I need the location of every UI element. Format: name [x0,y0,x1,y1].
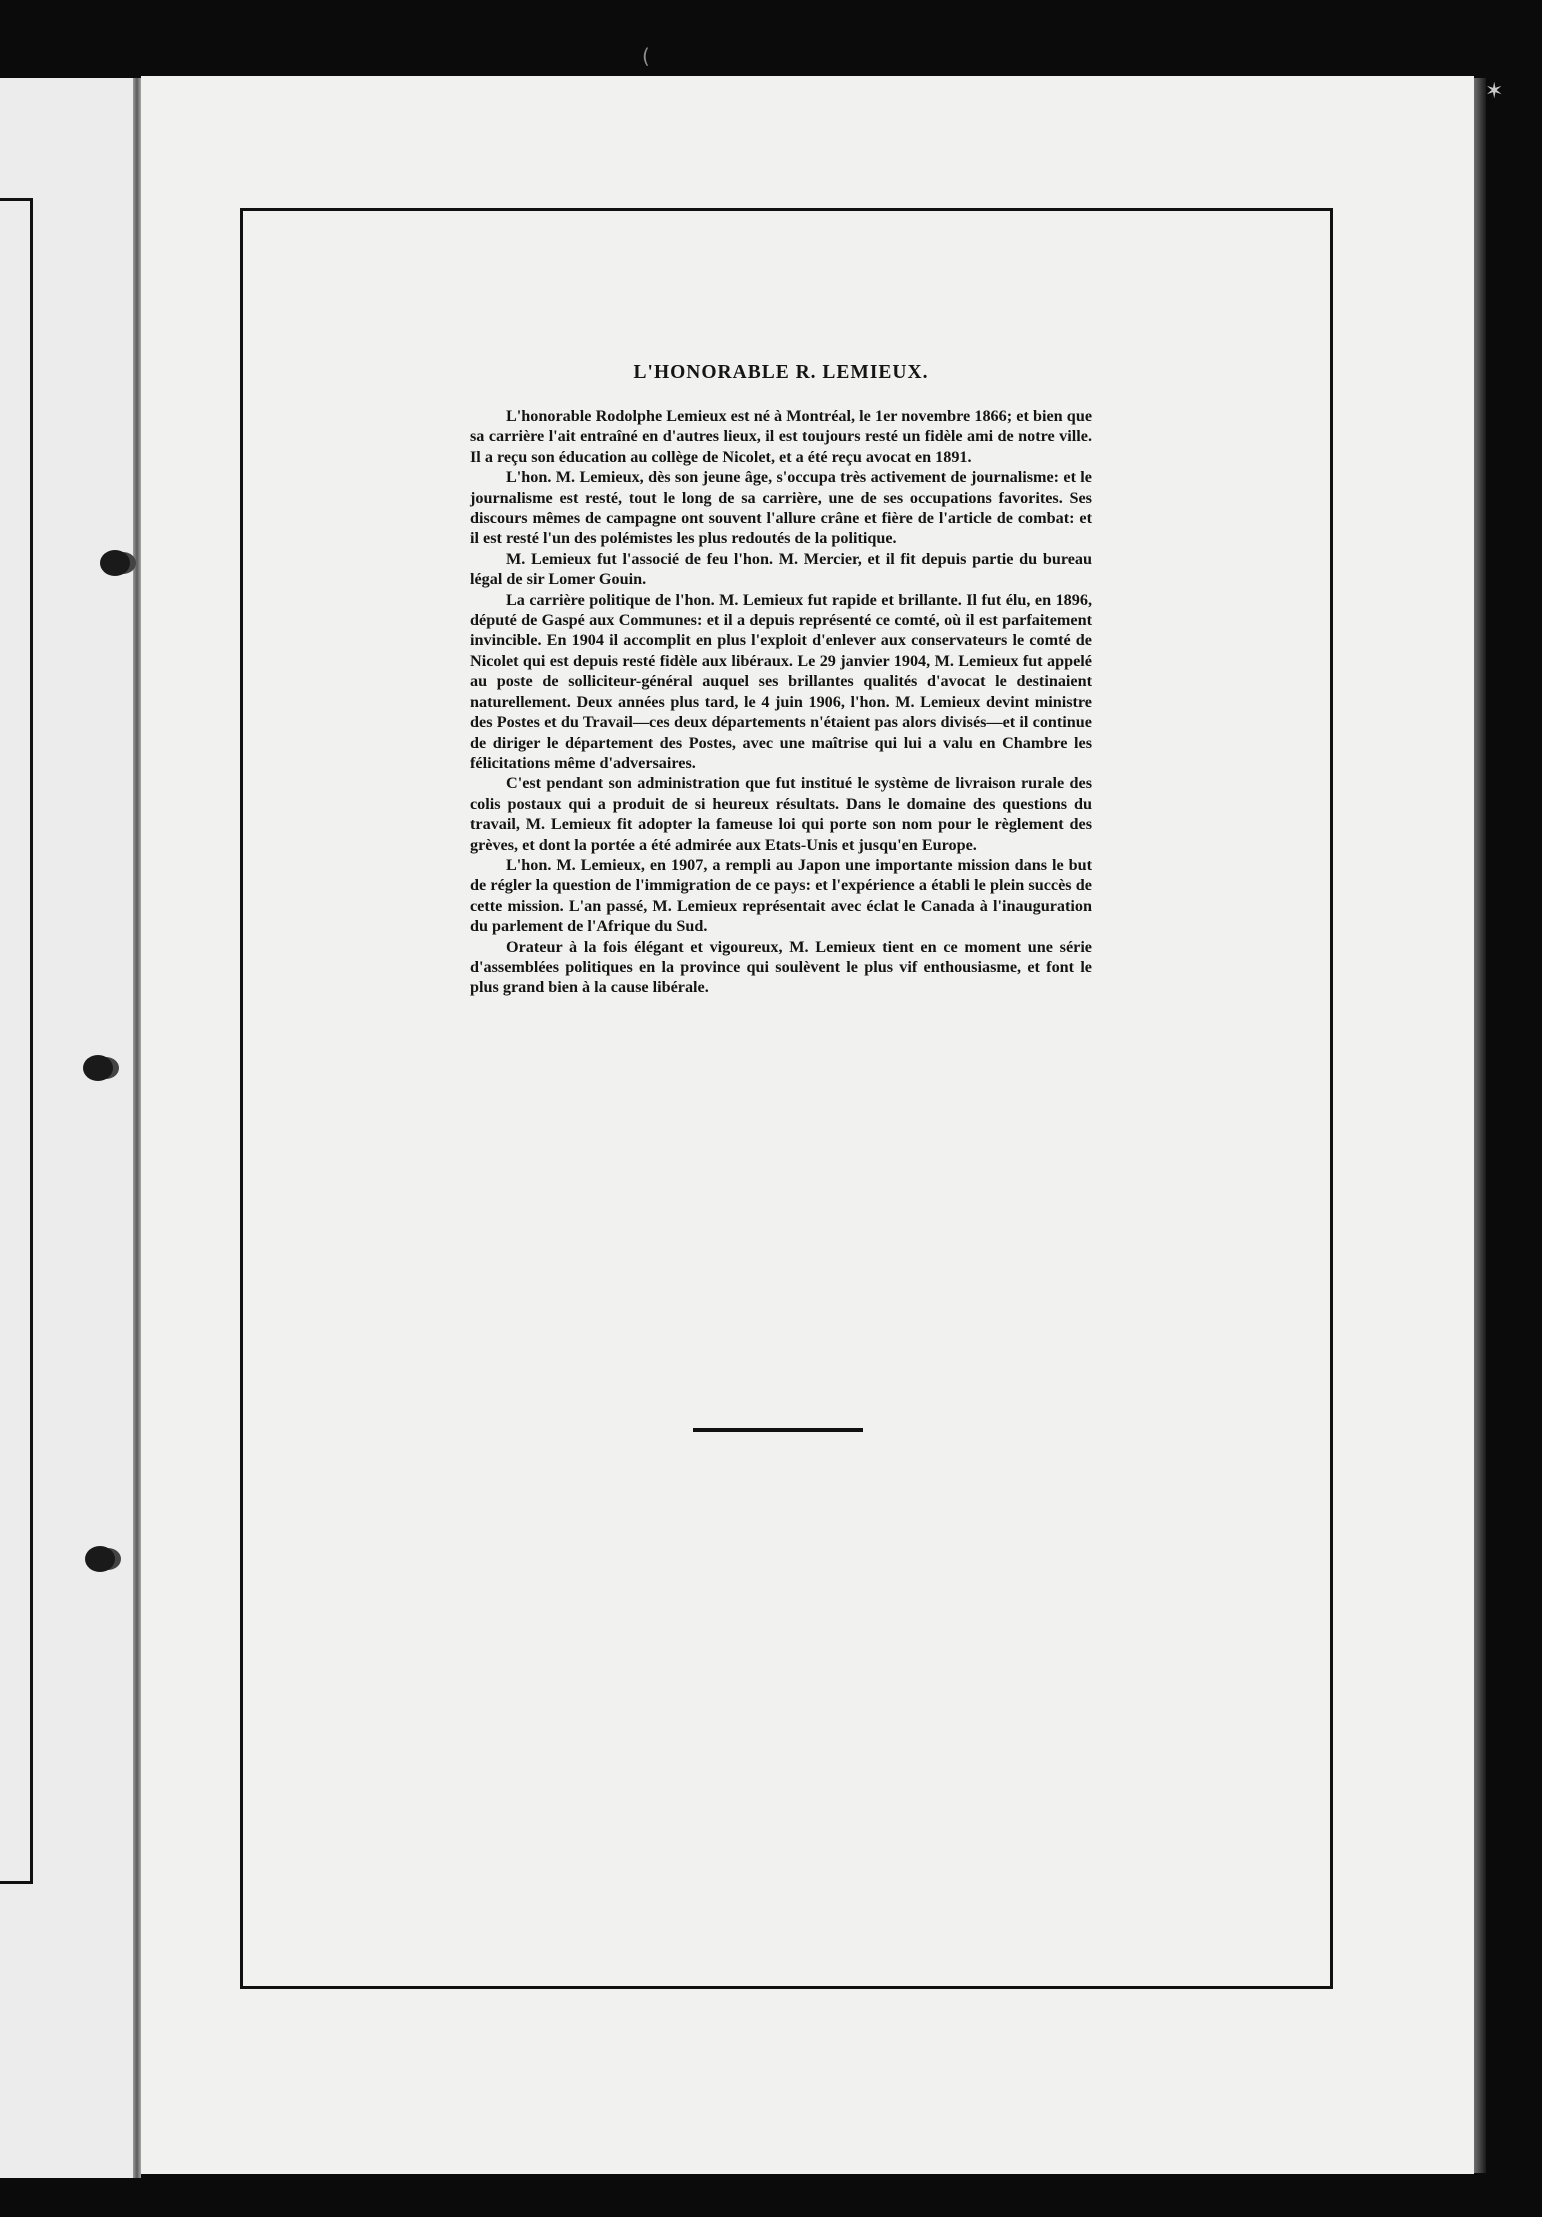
section-divider-rule [693,1428,863,1432]
scan-artifact-mark: ( [642,44,650,68]
article-paragraph: C'est pendant son administration que fut institué le système de livraison rurale des colis postaux qui a produit de si heureux résultats. Dans le domaine des questions du travail, M. Lemieux fit adopter la fameuse loi qui porte son nom pour le règlement des grèves, et dont la portée a été admirée aux Etats-Unis et jusqu'en Europe. [470,774,1092,854]
article-paragraph: Orateur à la fois élégant et vigoureux, M. Lemieux tient en ce moment une série d'assemblées politiques en la province qui soulèvent le plus vif enthousiasme, et font le plus grand bien à la cause libérale. [470,937,1092,997]
article-paragraph: L'hon. M. Lemieux, en 1907, a rempli au Japon une importante mission dans le but de régler la question de l'immigration de ce pays: et l'expérience a établi le plein succès de cette mission. L'an passé, M. Lemieux représentait avec éclat le Canada à l'inauguration du parlement de l'Afrique du Sud. [470,855,1092,936]
article [470,362,1092,998]
article-paragraph: La carrière politique de l'hon. M. Lemieux fut rapide et brillante. Il fut élu, en 1896, député de Gaspé aux Communes: et il a depuis représenté ce comté, où il est parfaitement invincible. En 1904 il accomplit en plus l'exploit d'enlever aux conservateurs le comté de Nicolet qui est depuis resté fidèle aux libéraux. Le 29 janvier 1904, M. Lemieux fut appelé au poste de solliciteur-général auquel ses brillantes qualités d'avocat le destinaient naturellement. Deux années plus tard, le 4 juin 1906, l'hon. M. Lemieux devint ministre des Postes et du Travail—ces deux départements n'étaient pas alors divisés—et il continue de diriger le département des Postes, avec une maîtrise qui lui a valu en Chambre les félicitations même d'adversaires. [470,590,1092,772]
article-paragraph: L'honorable Rodolphe Lemieux est né à Montréal, le 1er novembre 1866; et bien que sa carrière l'ait entraîné en d'autres lieux, il est toujours resté un fidèle ami de notre ville. Il a reçu son éducation au collège de Nicolet, et a été reçu avocat en 1891. [470,407,1092,466]
binding-spine [133,78,141,2178]
facing-page-edge [0,78,140,2178]
binding-ring [100,550,130,576]
binding-ring [83,1055,113,1081]
binding-ring [85,1546,115,1572]
page-edge-shadow [1474,78,1486,2173]
article-title: L'HONORABLE R. LEMIEUX. [633,362,929,383]
scan-artifact-corner: ✶ [1485,79,1504,104]
article-paragraph: M. Lemieux fut l'associé de feu l'hon. M. Mercier, et il fit depuis partie du bureau légal de sir Lomer Gouin. [470,549,1092,589]
article-paragraph: L'hon. M. Lemieux, dès son jeune âge, s'occupa très activement de journalisme: et le journalisme est resté, tout le long de sa carrière, une de ses occupations favorites. Ses discours mêmes de campagne ont souvent l'allure crâne et fière de l'article de combat: et il est resté l'un des polémistes les plus redoutés de la politique. [470,468,1092,548]
facing-page-border [0,198,33,1884]
